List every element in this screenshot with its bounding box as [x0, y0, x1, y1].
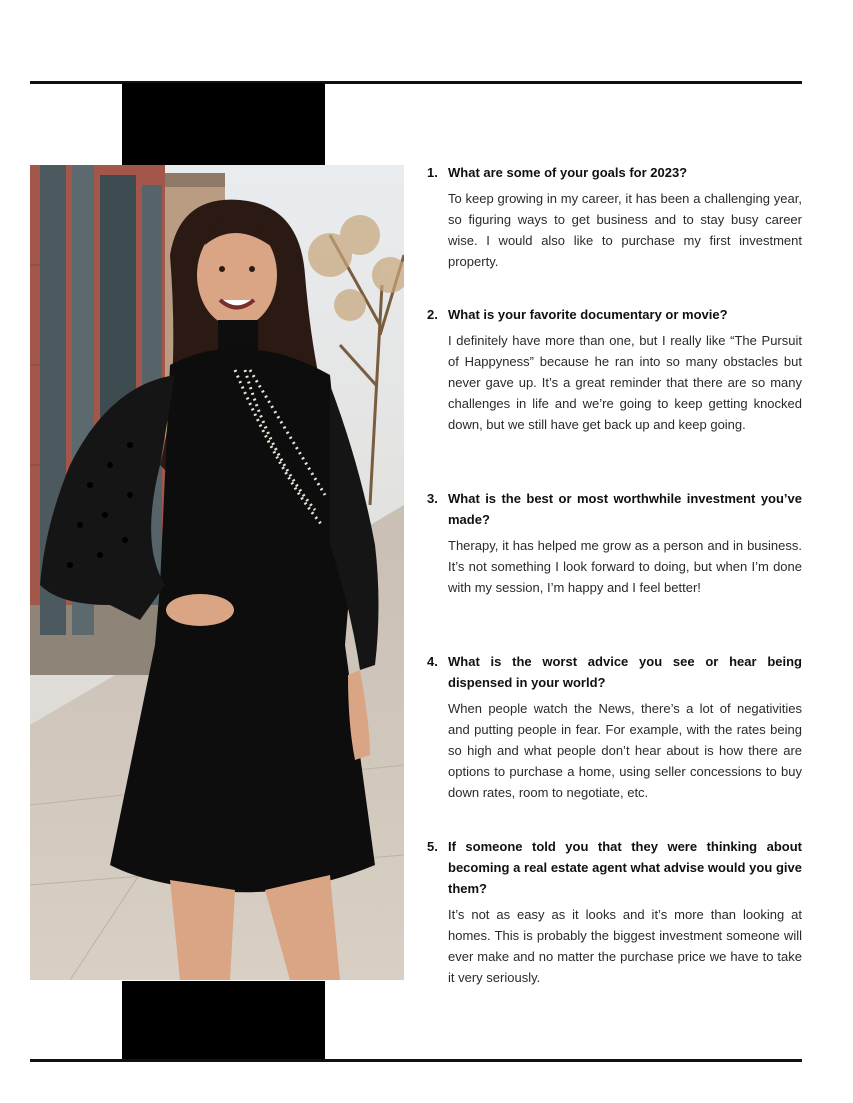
portrait-photo	[30, 165, 404, 980]
top-black-block	[122, 83, 325, 165]
question-text: What is the best or most worthwhile investment you’ve made?	[448, 491, 802, 527]
question-number: 2.	[427, 307, 438, 322]
question-text: If someone told you that they were thinking about becoming a real estate agent what advise would you give them?	[448, 839, 802, 896]
question-2	[427, 304, 802, 325]
answer-1: To keep growing in my career, it has been a challenging year, so figuring ways to get business and to stay busy career wise. I would also like to purchase my first investment property.	[448, 191, 802, 269]
qa-item-4	[427, 651, 802, 803]
question-text: What is your favorite documentary or movie?	[448, 307, 728, 322]
bottom-black-block	[122, 981, 325, 1060]
question-text: What is the worst advice you see or hear being dispensed in your world?	[448, 654, 802, 690]
question-5	[427, 836, 802, 899]
answer-3: Therapy, it has helped me grow as a person and in business. It’s not something I look forward to doing, but when I’m done with my session, I’m happy and I feel better!	[448, 538, 802, 595]
answer-4: When people watch the News, there’s a lot of negativities and putting people in fear. For example, with the rates being so high and what people don’t hear about is how there are options to purchase a home, using seller concessions to buy down rates, room to negotiate, etc.	[448, 701, 802, 800]
qa-item-2	[427, 304, 802, 435]
question-number: 1.	[427, 165, 438, 180]
question-number: 5.	[427, 839, 438, 854]
qa-item-5	[427, 836, 802, 988]
bottom-rule	[30, 1059, 802, 1062]
qa-item-1	[427, 162, 802, 272]
question-4	[427, 651, 802, 693]
question-3	[427, 488, 802, 530]
question-text: What are some of your goals for 2023?	[448, 165, 688, 180]
question-number: 3.	[427, 491, 438, 506]
answer-5: It’s not as easy as it looks and it’s more than looking at homes. This is probably the biggest investment someone will ever make and no matter the purchase price we have to take it very seriously.	[448, 907, 802, 985]
answer-2: I definitely have more than one, but I really like “The Pursuit of Happyness” because he ran into so many obstacles but never gave up. It’s a great reminder that there are so many challenges in life and we’re going to keep getting knocked down, but we still have get back up and keep going.	[448, 333, 802, 432]
qa-item-3	[427, 488, 802, 598]
question-number: 4.	[427, 654, 438, 669]
question-1	[427, 162, 802, 183]
